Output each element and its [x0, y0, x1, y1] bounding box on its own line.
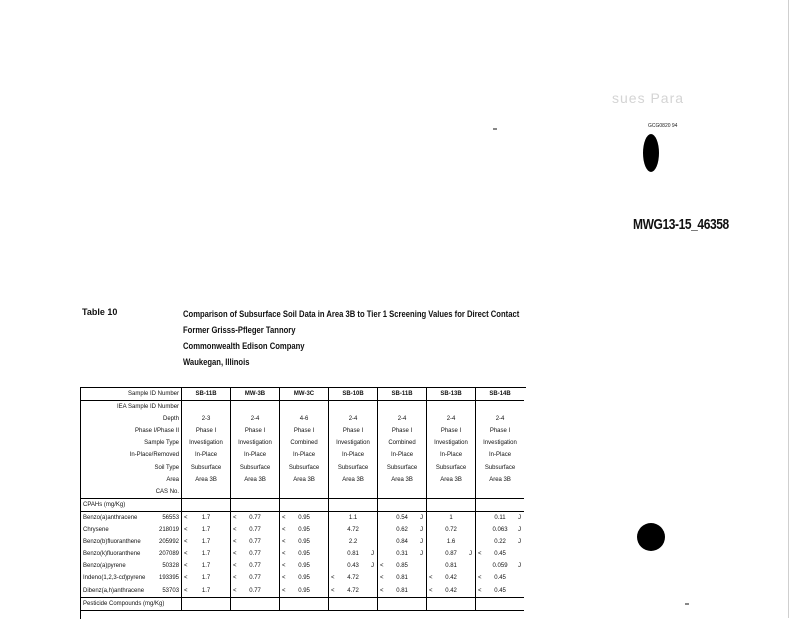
result-value: 4.72 [347, 587, 359, 594]
result-value: 0.77 [249, 551, 261, 558]
value-cell [476, 511, 525, 524]
result-value: 0.95 [298, 575, 310, 582]
value-cell [476, 548, 525, 560]
header-row [81, 425, 524, 437]
empty-cell [182, 498, 231, 511]
header-cell: Phase I [378, 425, 427, 437]
result-value: 0.77 [249, 575, 261, 582]
header-row [81, 462, 524, 474]
compound-name: Benzo(a)pyrene [83, 563, 126, 570]
header-cell: In-Place [476, 449, 525, 461]
qualifier: < [429, 575, 433, 582]
value-cell [378, 536, 427, 548]
header-cell: 2-4 [476, 413, 525, 425]
value-cell [182, 585, 231, 598]
result-value: 0.81 [445, 563, 457, 570]
header-cell: Subsurface [280, 462, 329, 474]
qualifier: < [184, 563, 188, 570]
header-cell: Area 3B [427, 474, 476, 486]
cas-number: 50328 [162, 563, 180, 570]
header-cell: Phase I [182, 425, 231, 437]
qualifier: < [282, 527, 286, 534]
qualifier: < [478, 575, 482, 582]
result-value: 0.77 [249, 563, 261, 570]
result-value: 1.7 [201, 575, 211, 582]
qualifier: < [233, 539, 237, 546]
result-value: 0.95 [298, 551, 310, 558]
value-cell [182, 511, 231, 524]
empty-cell [329, 498, 378, 511]
result-value: 0.42 [445, 575, 457, 582]
value-cell [231, 572, 280, 584]
result-value: 0.063 [492, 527, 508, 534]
header-label: Sample Type [144, 440, 180, 447]
cas-number: 53703 [157, 585, 182, 598]
value-cell [231, 585, 280, 598]
header-cell: Subsurface [182, 462, 231, 474]
header-cell: 2-4 [427, 413, 476, 425]
qualifier: < [184, 587, 188, 594]
section-row [81, 498, 524, 511]
result-value: 0.62 [396, 527, 408, 534]
result-value: 0.77 [249, 587, 261, 594]
qualifier: < [233, 514, 237, 521]
header-cell [280, 486, 329, 499]
header-cell [476, 486, 525, 499]
value-cell [182, 536, 231, 548]
stamp-label: GCG0820 94 [648, 123, 678, 129]
data-flag: J [420, 539, 424, 546]
table-row [81, 524, 524, 536]
section-label: Pesticide Compounds (mg/Kg) [81, 597, 182, 610]
result-value: 0.95 [298, 587, 310, 594]
header-cell: Subsurface [476, 462, 525, 474]
header-cell [427, 486, 476, 499]
section-label: CPAHs (mg/Kg) [81, 498, 182, 511]
header-cell [231, 401, 280, 414]
qualifier: < [184, 514, 188, 521]
result-value: 1.7 [201, 514, 211, 521]
result-value: 0.95 [298, 527, 310, 534]
value-cell [427, 572, 476, 584]
result-value: 0.95 [298, 514, 310, 521]
page-edge-line [788, 0, 789, 618]
value-cell [329, 548, 378, 560]
qualifier: < [331, 575, 335, 582]
result-value: 0.77 [249, 527, 261, 534]
header-cell: Phase I [329, 425, 378, 437]
result-value: 1.7 [201, 563, 211, 570]
header-cell [182, 486, 231, 499]
header-cell: Area 3B [231, 474, 280, 486]
result-value: 0.95 [298, 563, 310, 570]
header-cell [378, 401, 427, 414]
result-value: 0.77 [249, 514, 261, 521]
value-cell [182, 548, 231, 560]
header-row [81, 413, 524, 425]
section-row [81, 597, 524, 610]
header-cell [231, 486, 280, 499]
qualifier: < [184, 575, 188, 582]
data-flag: J [469, 551, 473, 558]
value-cell [280, 536, 329, 548]
value-cell [427, 536, 476, 548]
site-name: Former Grisss-Pfleger Tannory [183, 325, 296, 335]
result-value: 0.11 [494, 514, 506, 521]
data-flag: J [371, 551, 375, 558]
result-value: 0.45 [494, 587, 506, 594]
data-flag: J [420, 527, 424, 534]
value-cell [476, 560, 525, 572]
table-row [81, 560, 524, 572]
qualifier: < [478, 587, 482, 594]
header-cell: Subsurface [427, 462, 476, 474]
qualifier: < [478, 551, 482, 558]
value-cell [427, 585, 476, 598]
header-cell: Area 3B [329, 474, 378, 486]
data-flag: J [371, 563, 375, 570]
header-cell: In-Place [427, 449, 476, 461]
header-label: Area [166, 476, 180, 483]
empty-cell [378, 597, 427, 610]
header-label: Sample ID Number [81, 388, 182, 401]
result-value: 4.72 [347, 575, 359, 582]
qualifier: < [282, 563, 286, 570]
value-cell [427, 548, 476, 560]
qualifier: < [233, 563, 237, 570]
header-cell: Area 3B [476, 474, 525, 486]
header-cell [427, 401, 476, 414]
result-value: 0.22 [494, 539, 506, 546]
result-value: 0.45 [494, 551, 506, 558]
header-cell: Subsurface [329, 462, 378, 474]
result-value: 0.85 [396, 563, 408, 570]
header-row [81, 437, 524, 449]
header-cell: MW-3C [280, 388, 329, 401]
qualifier: < [233, 551, 237, 558]
value-cell [182, 524, 231, 536]
value-cell [182, 560, 231, 572]
header-label: IEA Sample ID Number [117, 404, 180, 411]
speck-mark [493, 128, 497, 130]
header-row [81, 388, 524, 401]
data-flag: J [518, 563, 522, 570]
empty-cell [280, 498, 329, 511]
header-label: In-Place/Removed [129, 452, 180, 459]
value-cell [378, 548, 427, 560]
result-value: 0.31 [396, 551, 408, 558]
empty-cell [476, 498, 525, 511]
cas-number: 193395 [159, 575, 180, 582]
header-cell: In-Place [329, 449, 378, 461]
table-row [81, 536, 524, 548]
header-cell: Area 3B [280, 474, 329, 486]
table-title-block [183, 306, 579, 370]
header-cell: Investigation [329, 437, 378, 449]
value-cell [280, 560, 329, 572]
result-value: 0.81 [347, 551, 359, 558]
value-cell [280, 548, 329, 560]
header-row [81, 474, 524, 486]
qualifier: < [380, 563, 384, 570]
qualifier: < [233, 587, 237, 594]
value-cell [378, 572, 427, 584]
table-label: Table 10 [82, 307, 118, 317]
header-cell [280, 401, 329, 414]
result-value: 1.7 [201, 587, 211, 594]
table-row [81, 585, 524, 598]
result-value: 0.84 [396, 539, 408, 546]
value-cell [329, 585, 378, 598]
header-cell: 2-4 [329, 413, 378, 425]
value-cell [378, 560, 427, 572]
punch-hole-top [643, 134, 659, 172]
qualifier: < [282, 587, 286, 594]
value-cell [280, 585, 329, 598]
empty-cell [427, 498, 476, 511]
header-cell: Investigation [427, 437, 476, 449]
compound-name: Dibenz(a,h)anthracene [81, 585, 157, 598]
header-cell [476, 401, 525, 414]
header-cell: SB-11B [378, 388, 427, 401]
table-title: Comparison of Subsurface Soil Data in Area 3B to Tier 1 Screening Values for Direct Contact [183, 309, 520, 319]
compound-name: Chrysene [83, 527, 109, 534]
cas-number: 205992 [159, 539, 180, 546]
value-cell [231, 560, 280, 572]
header-cell: Phase I [280, 425, 329, 437]
result-value: 1.7 [201, 551, 211, 558]
value-cell [280, 524, 329, 536]
value-cell [476, 536, 525, 548]
qualifier: < [380, 587, 384, 594]
qualifier: < [184, 539, 188, 546]
header-cell: Investigation [182, 437, 231, 449]
data-table [80, 387, 526, 619]
header-cell: Combined [378, 437, 427, 449]
result-value: 1.7 [201, 527, 211, 534]
header-label: Phase I/Phase II [135, 428, 180, 435]
header-cell: Subsurface [231, 462, 280, 474]
header-cell: SB-10B [329, 388, 378, 401]
qualifier: < [282, 539, 286, 546]
value-cell [329, 524, 378, 536]
empty-cell [476, 597, 525, 610]
result-value: 1.7 [201, 539, 211, 546]
header-cell [329, 486, 378, 499]
value-cell [231, 548, 280, 560]
result-value: 1 [449, 514, 453, 521]
qualifier: < [184, 551, 188, 558]
empty-cell [231, 498, 280, 511]
header-cell: Phase I [427, 425, 476, 437]
cas-number: 207089 [159, 551, 180, 558]
result-value: 0.87 [445, 551, 457, 558]
qualifier: < [331, 587, 335, 594]
result-value: 0.059 [492, 563, 508, 570]
qualifier: < [184, 527, 188, 534]
result-value: 0.95 [298, 539, 310, 546]
header-cell: Phase I [476, 425, 525, 437]
header-cell: SB-11B [182, 388, 231, 401]
company-name: Commonwealth Edison Company [183, 341, 305, 351]
data-flag: J [518, 539, 522, 546]
value-cell [427, 524, 476, 536]
speck-mark [685, 603, 689, 605]
header-label: Soil Type [154, 464, 180, 471]
value-cell [476, 572, 525, 584]
compound-name: Benzo(b)fluoranthene [83, 539, 141, 546]
result-value: 0.43 [347, 563, 359, 570]
value-cell [329, 536, 378, 548]
qualifier: < [429, 587, 433, 594]
soil-data-grid [81, 388, 524, 611]
header-cell: In-Place [182, 449, 231, 461]
header-cell: Investigation [231, 437, 280, 449]
compound-name: Benzo(k)fluoranthene [83, 551, 141, 558]
result-value: 0.81 [396, 587, 408, 594]
header-cell: In-Place [231, 449, 280, 461]
empty-cell [329, 597, 378, 610]
header-cell: In-Place [378, 449, 427, 461]
header-cell: Phase I [231, 425, 280, 437]
data-flag: J [420, 551, 424, 558]
value-cell [427, 560, 476, 572]
result-value: 0.54 [396, 514, 408, 521]
result-value: 0.72 [445, 527, 457, 534]
header-label: Depth [163, 416, 180, 423]
qualifier: < [233, 575, 237, 582]
data-flag: J [518, 527, 522, 534]
value-cell [280, 572, 329, 584]
header-cell [378, 486, 427, 499]
qualifier: < [233, 527, 237, 534]
result-value: 0.77 [249, 539, 261, 546]
cas-number: 218019 [159, 527, 180, 534]
empty-cell [427, 597, 476, 610]
empty-cell [378, 498, 427, 511]
header-cell: Area 3B [378, 474, 427, 486]
header-cell: In-Place [280, 449, 329, 461]
header-cell: SB-13B [427, 388, 476, 401]
header-cell: Area 3B [182, 474, 231, 486]
header-row [81, 486, 524, 499]
header-cell [182, 401, 231, 414]
result-value: 0.42 [445, 587, 457, 594]
header-row [81, 449, 524, 461]
data-flag: J [420, 514, 424, 521]
header-cell: 4-6 [280, 413, 329, 425]
result-value: 1.1 [348, 514, 358, 521]
header-cell: SB-14B [476, 388, 525, 401]
value-cell [378, 585, 427, 598]
punch-hole-bottom [637, 523, 665, 551]
qualifier: < [282, 551, 286, 558]
document-id: MWG13-15_46358 [633, 216, 729, 233]
header-row [81, 401, 524, 414]
cas-number: 56553 [162, 514, 180, 521]
table-row [81, 548, 524, 560]
value-cell [231, 524, 280, 536]
result-value: 0.81 [396, 575, 408, 582]
value-cell [378, 524, 427, 536]
table-row [81, 572, 524, 584]
header-cell: 2-3 [182, 413, 231, 425]
value-cell [280, 511, 329, 524]
qualifier: < [282, 514, 286, 521]
header-cell: 2-4 [231, 413, 280, 425]
qualifier: < [380, 575, 384, 582]
qualifier: < [282, 575, 286, 582]
value-cell [329, 572, 378, 584]
value-cell [427, 511, 476, 524]
header-cell: Combined [280, 437, 329, 449]
header-cell: Subsurface [378, 462, 427, 474]
header-cell: 2-4 [378, 413, 427, 425]
value-cell [231, 536, 280, 548]
bleed-through-text: sues Para [612, 90, 685, 106]
data-flag: J [518, 514, 522, 521]
result-value: 2.2 [348, 539, 358, 546]
empty-cell [231, 597, 280, 610]
empty-cell [280, 597, 329, 610]
header-cell [329, 401, 378, 414]
empty-cell [182, 597, 231, 610]
header-cell: Investigation [476, 437, 525, 449]
header-cell: MW-3B [231, 388, 280, 401]
location: Waukegan, Illinois [183, 357, 250, 367]
result-value: 0.45 [494, 575, 506, 582]
value-cell [476, 524, 525, 536]
value-cell [231, 511, 280, 524]
result-value: 1.6 [446, 539, 456, 546]
header-label: CAS No. [81, 486, 182, 499]
value-cell [329, 560, 378, 572]
compound-name: Benzo(a)anthracene [83, 514, 138, 521]
result-value: 4.72 [347, 527, 359, 534]
value-cell [182, 572, 231, 584]
value-cell [476, 585, 525, 598]
table-row [81, 511, 524, 524]
value-cell [329, 511, 378, 524]
value-cell [378, 511, 427, 524]
compound-name: Indeno(1,2,3-cd)pyrene [83, 575, 146, 582]
